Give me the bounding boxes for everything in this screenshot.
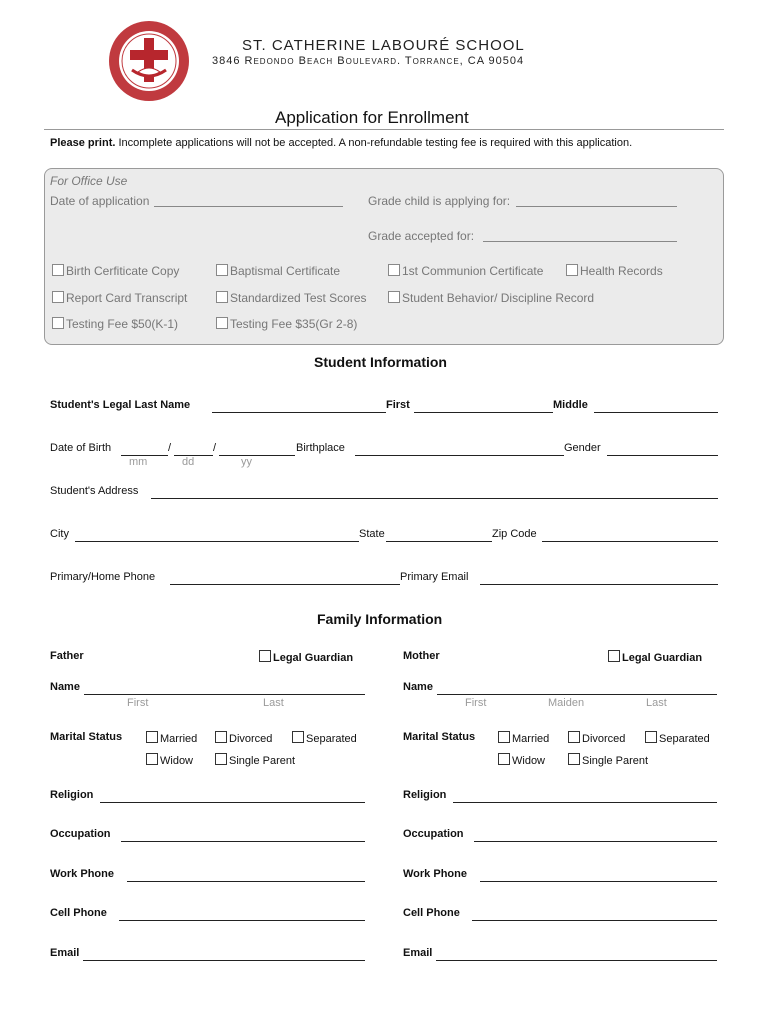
father-widow[interactable]: Widow bbox=[146, 753, 193, 767]
office-check-behavior[interactable]: Student Behavior/ Discipline Record bbox=[388, 291, 594, 305]
legal-last-label: Student's Legal Last Name bbox=[50, 399, 191, 411]
office-grade-accepted-field[interactable] bbox=[483, 241, 677, 242]
office-check-report-card[interactable]: Report Card Transcript bbox=[52, 291, 187, 305]
middle-name-field[interactable] bbox=[594, 412, 718, 413]
office-check-fee-gr28[interactable]: Testing Fee $35(Gr 2-8) bbox=[216, 317, 357, 331]
home-phone-field[interactable] bbox=[170, 584, 400, 585]
checkbox-icon[interactable] bbox=[388, 291, 400, 303]
mother-name-field[interactable] bbox=[437, 694, 717, 695]
address-field[interactable] bbox=[151, 498, 718, 499]
office-grade-applying-label: Grade child is applying for: bbox=[368, 194, 511, 208]
city-label: City bbox=[50, 528, 69, 540]
checkbox-icon[interactable] bbox=[292, 731, 304, 743]
intro-bold: Please print. bbox=[50, 137, 116, 149]
checkbox-icon[interactable] bbox=[568, 753, 580, 765]
first-name-field[interactable] bbox=[414, 412, 553, 413]
legal-last-field[interactable] bbox=[212, 412, 386, 413]
checkbox-icon[interactable] bbox=[568, 731, 580, 743]
checkbox-icon[interactable] bbox=[215, 731, 227, 743]
mother-work-phone-field[interactable] bbox=[480, 881, 717, 882]
mother-divorced[interactable]: Divorced bbox=[568, 731, 625, 745]
checkbox-icon[interactable] bbox=[146, 731, 158, 743]
father-separated[interactable]: Separated bbox=[292, 731, 357, 745]
birthplace-label: Birthplace bbox=[296, 442, 345, 454]
zip-field[interactable] bbox=[542, 541, 718, 542]
father-occupation-label: Occupation bbox=[50, 828, 111, 840]
state-field[interactable] bbox=[386, 541, 492, 542]
mother-first-hint: First bbox=[465, 697, 487, 709]
checkbox-icon[interactable] bbox=[259, 650, 271, 662]
title-rule bbox=[44, 129, 724, 130]
checkbox-icon[interactable] bbox=[388, 264, 400, 276]
mother-maiden-hint: Maiden bbox=[548, 697, 585, 709]
mother-legal-guardian[interactable]: Legal Guardian bbox=[608, 650, 702, 664]
mother-name-label: Name bbox=[403, 681, 433, 693]
father-single-parent[interactable]: Single Parent bbox=[215, 753, 295, 767]
mother-cell-phone-field[interactable] bbox=[472, 920, 717, 921]
dob-slash-1: / bbox=[168, 442, 172, 454]
dob-dd-hint: dd bbox=[182, 456, 195, 468]
father-label: Father bbox=[50, 650, 84, 662]
mother-work-phone-label: Work Phone bbox=[403, 868, 467, 880]
father-legal-guardian[interactable]: Legal Guardian bbox=[259, 650, 353, 664]
mother-cell-phone-label: Cell Phone bbox=[403, 907, 460, 919]
mother-email-label: Email bbox=[403, 947, 433, 959]
dob-yy-field[interactable] bbox=[219, 455, 295, 456]
father-name-label: Name bbox=[50, 681, 80, 693]
home-phone-label: Primary/Home Phone bbox=[50, 571, 156, 583]
checkbox-icon[interactable] bbox=[52, 264, 64, 276]
father-religion-label: Religion bbox=[50, 789, 94, 801]
first-name-label: First bbox=[386, 399, 410, 411]
checkbox-icon[interactable] bbox=[608, 650, 620, 662]
mother-label: Mother bbox=[403, 650, 440, 662]
dob-yy-hint: yy bbox=[241, 456, 252, 468]
checkbox-icon[interactable] bbox=[498, 731, 510, 743]
father-cell-phone-field[interactable] bbox=[119, 920, 365, 921]
middle-name-label: Middle bbox=[553, 399, 588, 411]
father-cell-phone-label: Cell Phone bbox=[50, 907, 107, 919]
student-heading: Student Information bbox=[314, 354, 447, 370]
father-work-phone-label: Work Phone bbox=[50, 868, 114, 880]
office-check-baptismal[interactable]: Baptismal Certificate bbox=[216, 264, 340, 278]
office-grade-applying-field[interactable] bbox=[516, 206, 677, 207]
dob-mm-hint: mm bbox=[129, 456, 148, 468]
father-work-phone-field[interactable] bbox=[127, 881, 365, 882]
checkbox-icon[interactable] bbox=[52, 317, 64, 329]
state-label: State bbox=[359, 528, 385, 540]
birthplace-field[interactable] bbox=[355, 455, 564, 456]
checkbox-icon[interactable] bbox=[566, 264, 578, 276]
family-heading: Family Information bbox=[317, 611, 443, 627]
checkbox-icon[interactable] bbox=[498, 753, 510, 765]
intro-body: Incomplete applications will not be accepted. A non-refundable testing fee is required with this application. bbox=[118, 137, 633, 149]
office-check-fee-k1[interactable]: Testing Fee $50(K-1) bbox=[52, 317, 178, 331]
city-field[interactable] bbox=[75, 541, 359, 542]
mother-widow[interactable]: Widow bbox=[498, 753, 545, 767]
dob-label: Date of Birth bbox=[50, 442, 112, 454]
father-first-hint: First bbox=[127, 697, 149, 709]
mother-email-field[interactable] bbox=[436, 960, 717, 961]
father-last-hint: Last bbox=[263, 697, 284, 709]
primary-email-label: Primary Email bbox=[400, 571, 469, 583]
office-check-health-records[interactable]: Health Records bbox=[566, 264, 663, 278]
school-seal bbox=[108, 20, 190, 102]
primary-email-field[interactable] bbox=[480, 584, 718, 585]
mother-married[interactable]: Married bbox=[498, 731, 549, 745]
zip-label: Zip Code bbox=[492, 528, 537, 540]
mother-occupation-field[interactable] bbox=[474, 841, 717, 842]
father-religion-field[interactable] bbox=[100, 802, 365, 803]
dob-slash-2: / bbox=[213, 442, 217, 454]
checkbox-icon[interactable] bbox=[146, 753, 158, 765]
mother-religion-label: Religion bbox=[403, 789, 447, 801]
father-occupation-field[interactable] bbox=[121, 841, 365, 842]
mother-separated[interactable]: Separated bbox=[645, 731, 710, 745]
gender-field[interactable] bbox=[607, 455, 718, 456]
mother-occupation-label: Occupation bbox=[403, 828, 464, 840]
mother-single-parent[interactable]: Single Parent bbox=[568, 753, 648, 767]
school-name: ST. CATHERINE LABOURÉ SCHOOL bbox=[242, 37, 525, 54]
office-date-field[interactable] bbox=[154, 206, 343, 207]
father-email-field[interactable] bbox=[83, 960, 365, 961]
page-title: Application for Enrollment bbox=[275, 108, 469, 127]
father-married[interactable]: Married bbox=[146, 731, 197, 745]
checkbox-icon[interactable] bbox=[216, 291, 228, 303]
checkbox-icon[interactable] bbox=[215, 753, 227, 765]
office-check-test-scores[interactable]: Standardized Test Scores bbox=[216, 291, 367, 305]
school-address: 3846 Redondo Beach Boulevard. Torrance, CA 90504 bbox=[212, 55, 525, 67]
checkbox-icon[interactable] bbox=[645, 731, 657, 743]
address-label: Student's Address bbox=[50, 485, 139, 497]
office-grade-accepted-label: Grade accepted for: bbox=[368, 229, 475, 243]
office-date-label: Date of application bbox=[50, 194, 150, 208]
office-check-birth-certificate[interactable]: Birth Cerfiticate Copy bbox=[52, 264, 179, 278]
father-email-label: Email bbox=[50, 947, 80, 959]
mother-marital-label: Marital Status bbox=[403, 731, 476, 743]
father-name-field[interactable] bbox=[84, 694, 365, 695]
father-divorced[interactable]: Divorced bbox=[215, 731, 272, 745]
intro-text bbox=[50, 137, 632, 149]
father-marital-label: Marital Status bbox=[50, 731, 123, 743]
office-heading: For Office Use bbox=[50, 174, 128, 188]
checkbox-icon[interactable] bbox=[216, 317, 228, 329]
checkbox-icon[interactable] bbox=[216, 264, 228, 276]
mother-last-hint: Last bbox=[646, 697, 667, 709]
checkbox-icon[interactable] bbox=[52, 291, 64, 303]
mother-religion-field[interactable] bbox=[453, 802, 717, 803]
gender-label: Gender bbox=[564, 442, 601, 454]
office-check-communion[interactable]: 1st Communion Certificate bbox=[388, 264, 543, 278]
